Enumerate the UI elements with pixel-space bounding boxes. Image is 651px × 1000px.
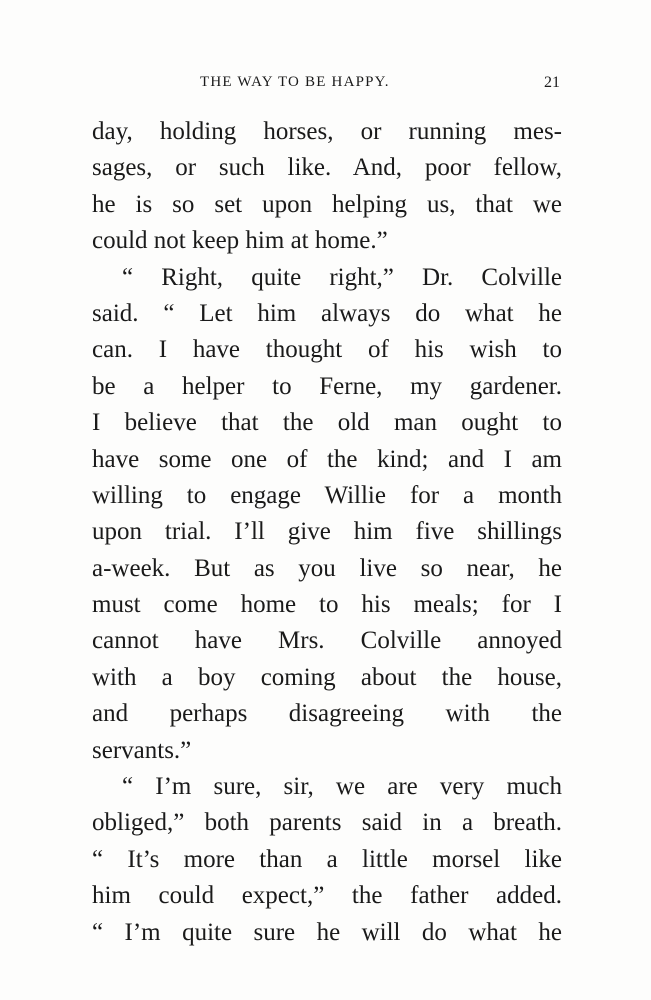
text-line: with a boy coming about the house, xyxy=(92,663,562,691)
text-line: said. “ Let him always do what he xyxy=(92,299,562,327)
text-line: could not keep him at home.” xyxy=(92,227,388,255)
text-line: upon trial. I’ll give him five shillings xyxy=(92,518,562,546)
text-line: “ It’s more than a little morsel like xyxy=(92,845,562,873)
text-line: cannot have Mrs. Colville annoyed xyxy=(92,627,562,655)
text-line: “ I’m sure, sir, we are very much xyxy=(122,773,562,801)
text-line: can. I have thought of his wish to xyxy=(92,336,562,364)
text-line: day, holding horses, or running mes- xyxy=(92,118,562,145)
text-line: willing to engage Willie for a month xyxy=(92,481,562,509)
page-number: 21 xyxy=(544,74,560,91)
text-line: “ Right, quite right,” Dr. Colville xyxy=(122,263,562,291)
text-line: have some one of the kind; and I am xyxy=(92,445,562,473)
text-line: sages, or such like. And, poor fellow, xyxy=(92,154,562,182)
text-line: him could expect,” the father added. xyxy=(92,882,562,910)
text-line: be a helper to Ferne, my gardener. xyxy=(92,372,562,400)
body-text xyxy=(92,114,562,951)
text-line: I believe that the old man ought to xyxy=(92,409,562,437)
page-header xyxy=(92,74,562,96)
text-line: must come home to his meals; for I xyxy=(92,591,562,619)
text-line: “ I’m quite sure he will do what he xyxy=(92,918,562,946)
text-line: he is so set upon helping us, that we xyxy=(92,190,562,218)
running-title: THE WAY TO BE HAPPY. xyxy=(200,74,390,90)
text-line: a-week. But as you live so near, he xyxy=(92,554,562,582)
text-line: obliged,” both parents said in a breath. xyxy=(92,809,562,837)
text-line: and perhaps disagreeing with the xyxy=(92,700,562,728)
text-line: servants.” xyxy=(92,736,192,764)
